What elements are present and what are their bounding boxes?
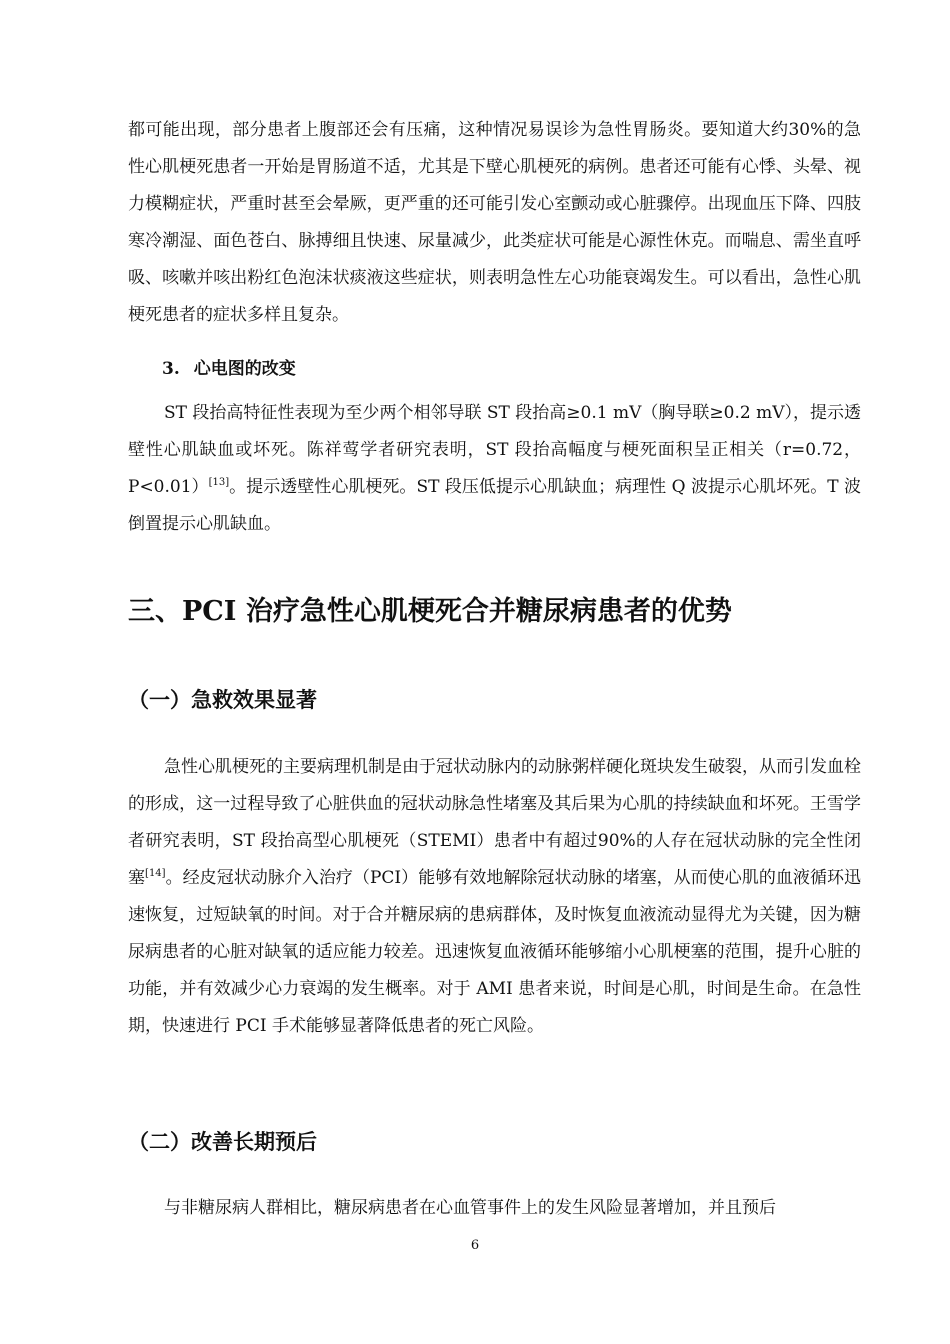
subheading-title: 心电图的改变: [193, 359, 296, 379]
paragraph-symptoms: 都可能出现，部分患者上腹部还会有压痛，这种情况易误诊为急性胃肠炎。要知道大约30%的急性心肌梗死患者一开始是胃肠道不适，尤其是下壁心肌梗死的病例。患者还可能有心悸、头晕、视力模糊症状，严重时甚至会晕厥，更严重的还可能引发心室颤动或心脏骤停。出现血压下降、四肢寒冷潮湿、面色苍白、脉搏细且快速、尿量减少，此类症状可能是心源性休克。而喘息、需坐直呼吸、咳嗽并咳出粉红色泡沫状痰液这些症状，则表明急性左心功能衰竭发生。可以看出，急性心肌梗死患者的症状多样且复杂。: [128, 120, 861, 325]
subheading-ecg-changes: [162, 354, 296, 384]
paragraph-ecg-text-a: ST 段抬高特征性表现为至少两个相邻导联 ST 段抬高≥0.1 mV（胸导联≥0.2 mV），提示透壁性心肌缺血或坏死。陈祥莺学者研究表明，ST 段抬高幅度与梗死面积呈正相关（r=0.72，P<0.01）: [128, 403, 861, 497]
paragraph-emergency-text-a: 急性心肌梗死的主要病理机制是由于冠状动脉内的动脉粥样硬化斑块发生破裂，从而引发血栓的形成，这一过程导致了心脏供血的冠状动脉急性堵塞及其后果为心肌的持续缺血和坏死。王雪学者研究表明，ST 段抬高型心肌梗死（STEMI）患者中有超过90%的人存在冠状动脉的完全性闭塞: [128, 757, 861, 888]
section-heading-pci-advantages: 三、PCI 治疗急性心肌梗死合并糖尿病患者的优势: [128, 596, 732, 627]
heading-long-term-prognosis: （二）改善长期预后: [128, 1129, 317, 1154]
paragraph-ecg-text-b: 。提示透壁性心肌梗死。ST 段压低提示心肌缺血；病理性 Q 波提示心肌坏死。T 波倒置提示心肌缺血。: [128, 477, 861, 534]
paragraph-emergency-text-b: 。经皮冠状动脉介入治疗（PCI）能够有效地解除冠状动脉的堵塞，从而使心肌的血液循环迅速恢复，过短缺氧的时间。对于合并糖尿病的患病群体，及时恢复血液流动显得尤为关键，因为糖尿病患者的心脏对缺氧的适应能力较差。迅速恢复血液循环能够缩小心肌梗塞的范围，提升心脏的功能，并有效减少心力衰竭的发生概率。对于 AMI 患者来说，时间是心肌，时间是生命。在急性期，快速进行 PCI 手术能够显著降低患者的死亡风险。: [128, 868, 862, 1036]
paragraph-ecg: [128, 395, 861, 543]
subheading-number: 3.: [162, 359, 180, 379]
heading-emergency-effect: （一）急救效果显著: [128, 687, 317, 712]
page-number: 6: [470, 1238, 480, 1253]
citation-14: [14]: [145, 868, 166, 879]
citation-13: [13]: [208, 477, 230, 488]
paragraph-long-term-prognosis: 与非糖尿病人群相比，糖尿病患者在心血管事件上的发生风险显著增加，并且预后: [164, 1198, 776, 1218]
paragraph-emergency-effect: [128, 749, 861, 1045]
